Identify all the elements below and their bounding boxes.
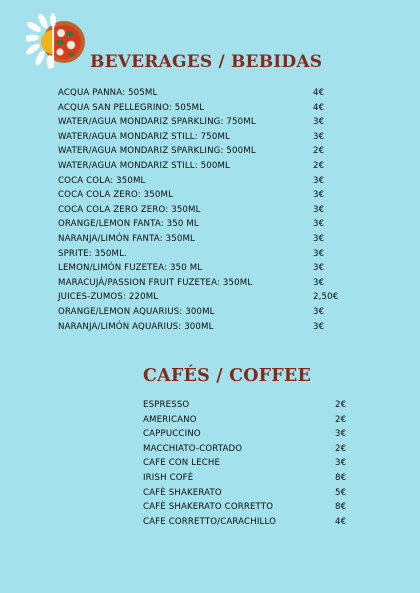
beverages-title: BEVERAGES / BEBIDAS <box>90 52 323 72</box>
item-price: 2€ <box>335 443 347 454</box>
item-price: 2€ <box>313 160 325 171</box>
menu-item <box>143 515 347 530</box>
menu-item <box>58 188 340 203</box>
item-name: NARANJA/LIMÓN AQUARIUS: 300ML <box>58 321 214 332</box>
item-name: ORANGE/LEMON AQUARIUS: 300ML <box>58 306 215 317</box>
item-price: 3€ <box>313 277 325 288</box>
item-price: 2,50€ <box>313 292 339 303</box>
menu-item <box>58 101 340 116</box>
item-price: 4€ <box>313 102 325 113</box>
menu-item <box>58 217 340 232</box>
item-name: WATER/AGUA MONDARIZ STILL: 500ML <box>58 160 230 171</box>
menu-item <box>143 471 347 486</box>
item-price: 2€ <box>335 400 347 410</box>
item-price: 3€ <box>313 263 325 274</box>
item-price: 3€ <box>335 458 347 469</box>
item-price: 2€ <box>313 146 325 157</box>
menu-item <box>143 456 347 471</box>
item-price: 3€ <box>313 190 325 201</box>
item-price: 3€ <box>313 131 325 142</box>
daisy-pizza-logo-icon <box>26 12 88 74</box>
item-name: IRISH COFÈ <box>143 472 194 483</box>
item-name: WATER/AGUA MONDARIZ SPARKLING: 500ML <box>58 146 256 157</box>
item-name: CAFÈ SHAKERATO CORRETTO <box>143 502 274 513</box>
menu-item <box>143 413 347 428</box>
menu-item <box>58 276 340 291</box>
item-price: 3€ <box>313 204 325 215</box>
menu-item <box>58 174 340 189</box>
item-price: 2€ <box>335 414 347 425</box>
menu-item <box>58 320 340 335</box>
item-name: COCA COLA ZERO ZERO: 350ML <box>58 204 201 215</box>
menu-item <box>58 144 340 159</box>
item-price: 3€ <box>313 219 325 230</box>
menu-item <box>58 115 340 130</box>
item-name: CAFÈ SHAKERATO <box>143 487 222 498</box>
menu-item <box>58 130 340 145</box>
cafes-list <box>143 398 347 529</box>
item-price: 4€ <box>335 516 347 527</box>
menu-item <box>143 500 347 515</box>
item-name: ORANGE/LEMON FANTA: 350 ML <box>58 219 199 230</box>
menu-item <box>58 159 340 174</box>
item-name: LEMON/LIMÓN FUZETEA: 350 ML <box>58 263 203 274</box>
item-name: MACCHIATO-CORTADO <box>143 443 243 454</box>
item-name: MARACUJÁ/PASSION FRUIT FUZETEA: 350ML <box>58 277 253 288</box>
item-price: 3€ <box>313 117 325 128</box>
item-name: WATER/AGUA MONDARIZ STILL: 750ML <box>58 131 230 142</box>
menu-item <box>58 290 340 305</box>
item-price: 3€ <box>313 175 325 186</box>
item-name: AMERICANO <box>143 414 197 425</box>
item-name: NARANJA/LIMÓN FANTA: 350ML <box>58 233 195 244</box>
menu-item <box>143 486 347 501</box>
item-name: CAFE CON LECHE <box>143 458 221 469</box>
item-name: ACQUA PANNA: 505ML <box>58 88 158 98</box>
item-name: JUICES-ZUMOS: 220ML <box>58 292 159 303</box>
item-price: 8€ <box>335 502 347 513</box>
item-price: 3€ <box>335 429 347 440</box>
menu-item <box>58 203 340 218</box>
item-price: 3€ <box>313 321 325 332</box>
menu-item <box>58 305 340 320</box>
menu-item <box>143 398 347 413</box>
item-price: 3€ <box>313 306 325 317</box>
item-price: 4€ <box>313 88 325 98</box>
item-price: 8€ <box>335 472 347 483</box>
item-name: ESPRESSO <box>143 400 190 410</box>
item-name: WATER/AGUA MONDARIZ SPARKLING: 750ML <box>58 117 256 128</box>
item-name: ACQUA SAN PELLEGRINO: 505ML <box>58 102 205 113</box>
item-price: 5€ <box>335 487 347 498</box>
menu-item <box>143 427 347 442</box>
item-name: SPRITE: 350ML. <box>58 248 127 259</box>
menu-item <box>58 232 340 247</box>
item-price: 3€ <box>313 248 325 259</box>
item-name: COCA COLA: 350ML <box>58 175 146 186</box>
menu-item <box>58 261 340 276</box>
menu-item <box>58 247 340 262</box>
beverages-list <box>58 86 340 334</box>
menu-item <box>143 442 347 457</box>
menu-item <box>58 86 340 101</box>
item-name: CAPPUCCINO <box>143 429 201 440</box>
cafes-title: CAFÉS / COFFEE <box>143 366 311 386</box>
item-price: 3€ <box>313 233 325 244</box>
item-name: CAFE CORRETTO/CARACHILLO <box>143 516 276 527</box>
item-name: COCA COLA ZERO: 350ML <box>58 190 174 201</box>
